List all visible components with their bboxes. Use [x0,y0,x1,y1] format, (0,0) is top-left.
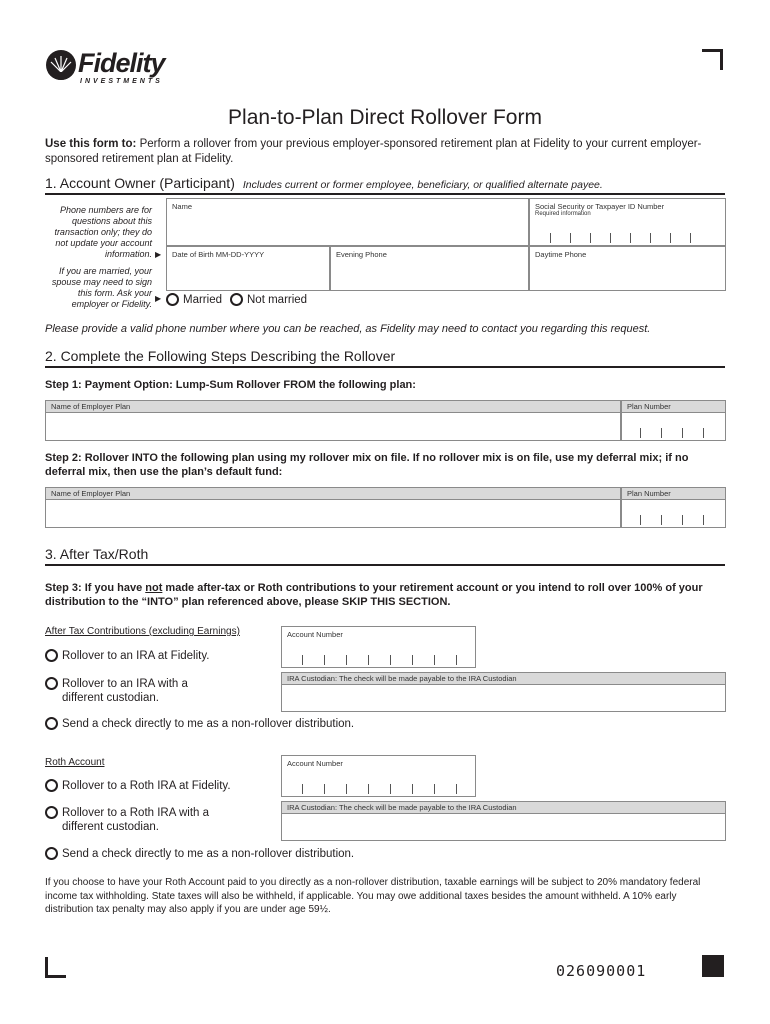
roth-ira-other-option[interactable] [45,806,209,834]
ssn-required: Required information [535,211,591,217]
section1-subtitle: Includes current or former employee, beneficiary, or qualified alternate payee. [242,179,603,191]
into-plan-number-label: Plan Number [622,488,725,500]
roth-account-number-field[interactable] [281,755,476,797]
option-label-line2: different custodian. [62,692,159,704]
form-title: Plan-to-Plan Direct Rollover Form [228,106,542,129]
account-number-label: Account Number [287,759,343,768]
fidelity-logo [46,50,165,80]
section1-heading [45,175,725,195]
roth-ira-custodian-field[interactable] [281,801,726,841]
radio[interactable] [45,717,58,730]
option-label-line2: different custodian. [62,821,159,833]
step3-post: made after-tax or Roth contributions to your retirement account or you intend to roll over 100% of your distribution to the “INTO” plan referenced above, please SKIP THIS SECTION. [45,582,703,608]
option-label-line1: Rollover to an IRA with a [62,678,188,690]
radio[interactable] [45,779,58,792]
not-married-radio[interactable] [230,293,243,306]
form-serial: 026090001 [556,962,647,980]
married-note: If you are married, your spouse may need to sign this form. Ask your employer or Fidelity. [51,266,152,309]
into-plan-number-field[interactable] [621,487,726,528]
step1: Step 1: Payment Option: Lump-Sum Rollover FROM the following plan: [45,379,416,391]
roth-check-option[interactable] [45,847,354,861]
logo-brand: Fidelity [78,48,165,78]
plan-number-ticks [640,428,704,438]
dob-label: Date of Birth MM-DD-YYYY [172,250,265,259]
intro-text: Perform a rollover from your previous employer-sponsored retirement plan at Fidelity to your current employer-sponsored retirement plan at Fidelity. [45,138,702,165]
evening-phone-field[interactable] [330,246,529,291]
intro-bold: Use this form to: [45,138,137,150]
corner-square [702,955,724,977]
logo-sun-icon [46,50,76,80]
daytime-phone-field[interactable] [529,246,726,291]
after-tax-ira-fidelity-option[interactable] [45,649,209,663]
name-field[interactable] [166,198,529,246]
intro [45,137,725,167]
married-label: Married [183,294,222,306]
not-married-label: Not married [247,294,308,306]
option-label: Send a check directly to me as a non-rollover distribution. [62,848,355,860]
arrow-icon: ▶ [155,294,162,303]
section3-heading: 3. After Tax/Roth [45,546,725,566]
logo-sub: INVESTMENTS [80,78,163,85]
from-plan-name-field[interactable] [45,400,621,441]
radio[interactable] [45,677,58,690]
radio[interactable] [45,847,58,860]
after-tax-account-number-field[interactable] [281,626,476,668]
into-plan-name-label: Name of Employer Plan [46,488,620,500]
section2-heading: 2. Complete the Following Steps Describing the Rollover [45,348,725,368]
plan-number-ticks [640,515,704,525]
account-number-ticks [302,655,457,665]
evening-phone-label: Evening Phone [336,250,387,259]
after-tax-check-option[interactable] [45,717,354,731]
ira-custodian-label: IRA Custodian: The check will be made payable to the IRA Custodian [282,673,725,685]
step2: Step 2: Rollover INTO the following plan using my rollover mix on file. If no rollover mix is on file, use my deferral mix; if no deferral mix, then use the plan’s default fund: [45,452,689,478]
daytime-phone-label: Daytime Phone [535,250,587,259]
name-label: Name [172,202,193,211]
phone-note: Phone numbers are for questions about this transaction only; they do not update your account information. [54,205,152,259]
ssn-label: Social Security or Taxpayer ID Number [535,202,665,211]
step3-pre: Step 3: If you have [45,582,146,594]
ssn-field[interactable] [529,198,726,246]
married-radio[interactable] [166,293,179,306]
account-number-ticks [302,784,457,794]
radio[interactable] [45,649,58,662]
dob-field[interactable] [166,246,330,291]
married-option[interactable] [166,293,222,307]
roth-note: If you choose to have your Roth Account paid to you directly as a non-rollover distribution, taxable earnings will be subject to 20% mandatory federal income tax withholding. State taxes will also be withheld, if applicable. You may owe additional taxes besides the amount withheld. A 10% early distribution tax penalty may also apply if you are under age 59½. [45,877,701,915]
radio[interactable] [45,806,58,819]
not-married-option[interactable] [230,293,307,307]
corner-mark-top-right [702,49,723,70]
account-number-label: Account Number [287,630,343,639]
ira-custodian-label: IRA Custodian: The check will be made payable to the IRA Custodian [282,802,725,814]
option-label: Send a check directly to me as a non-rollover distribution. [62,718,355,730]
option-label-line1: Rollover to a Roth IRA with a [62,807,210,819]
roth-ira-fidelity-option[interactable] [45,779,231,793]
into-plan-name-field[interactable] [45,487,621,528]
arrow-icon: ▶ [155,250,162,259]
from-plan-number-label: Plan Number [622,401,725,413]
roth-heading: Roth Account [45,757,105,768]
step3-not: not [145,582,163,594]
corner-mark-bottom-left [45,957,66,978]
section1-title: 1. Account Owner (Participant) [45,175,235,191]
from-plan-name-label: Name of Employer Plan [46,401,620,413]
from-plan-number-field[interactable] [621,400,726,441]
phone-request: Please provide a valid phone number where you can be reached, as Fidelity may need to contact you regarding this request. [45,323,651,335]
option-label: Rollover to a Roth IRA at Fidelity. [62,780,231,792]
after-tax-heading: After Tax Contributions (excluding Earnings) [45,626,240,637]
ssn-ticks [550,233,691,243]
step3 [45,581,725,609]
option-label: Rollover to an IRA at Fidelity. [62,650,210,662]
after-tax-ira-other-option[interactable] [45,677,188,705]
after-tax-ira-custodian-field[interactable] [281,672,726,712]
